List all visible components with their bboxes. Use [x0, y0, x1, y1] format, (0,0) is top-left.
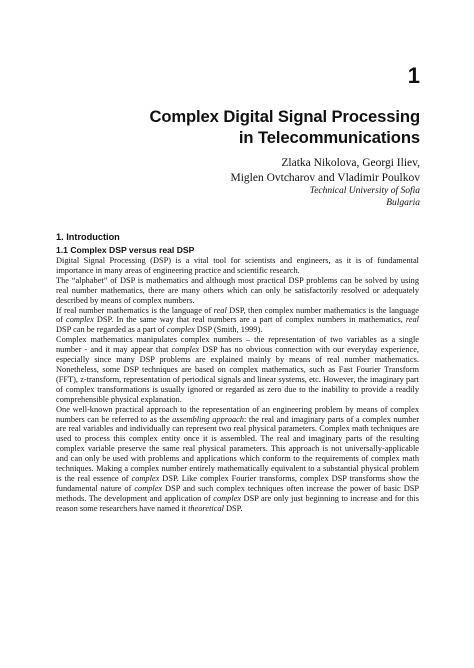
- body-paragraph: [56, 335, 419, 404]
- italic-text-run: theoretical: [188, 503, 224, 513]
- text-run: If real number mathematics is the language of: [56, 305, 214, 315]
- affiliation-country: Bulgaria: [386, 198, 420, 208]
- text-run: The “alphabet” of DSP is mathematics and although most practical DSP problems can be solved by using real number mathematics, there are many others which can only be satisfactorily resolved or adequately described by means of complex numbers.: [56, 275, 419, 305]
- italic-text-run: real: [213, 305, 227, 315]
- text-run: DSP. Like complex Fourier transforms, complex DSP transforms show the fundamental nature of: [56, 473, 420, 493]
- italic-text-run: complex: [131, 473, 160, 483]
- italic-text-run: complex: [171, 345, 200, 355]
- body-paragraph: [56, 306, 419, 336]
- chapter-title: [149, 106, 420, 148]
- text-run: One well-known practical approach to the representation of an engineering problem by means of complex numbers can be referred to as the: [56, 404, 419, 424]
- text-run: Digital Signal Processing (DSP) is a vital tool for scientists and engineers, as it is of fundamental importance in many areas of engineering practice and scientific research.: [56, 256, 419, 275]
- body-paragraph: [56, 276, 419, 306]
- author-list: [230, 156, 420, 186]
- text-run: DSP has no obvious connection with our everyday experience, especially since many DSP problems are explained mainly by means of real number mathematics. Nonetheless, some DSP techniques are based on complex mathematics, such as Fast Fourier Transform (FFT), z-transform, representation of periodical signals and linear systems, etc. However, the imaginary part of complex transformations is usually ignored or regarded as zero due to the inability to provide a readily comprehensible physical explanation.: [56, 345, 419, 404]
- chapter-title-line-2: in Telecommunications: [238, 128, 420, 147]
- text-run: DSP and such complex techniques often increase the power of basic DSP methods. The development and application of: [56, 483, 419, 503]
- affiliation-university: Technical University of Sofia: [309, 186, 420, 196]
- text-run: : the real and imaginary parts of a complex number are real variables and individually can represent two real physical parameters. Complex math techniques are used to process this complex entity once it is assembled. The real and imaginary parts of the resulting complex variable preserve the same real physical parameters. This approach is not universally-applicable and can only be used with problems and applications which conform to the requirements of complex math techniques. Making a complex number entirely mathematically equivalent to a substantial physical problem is the real essence of: [56, 414, 419, 483]
- italic-text-run: complex: [66, 315, 94, 325]
- italic-text-run: complex: [213, 493, 242, 503]
- text-run: Complex mathematics manipulates complex numbers – the representation of two variables as a single number - and it may appear that: [56, 335, 419, 355]
- chapter-number: 1: [407, 63, 420, 88]
- body-paragraph: [56, 256, 419, 276]
- text-run: DSP (Smith, 1999).: [194, 325, 263, 335]
- text-run: DSP. In the same way that real numbers are a part of complex numbers in mathematics,: [93, 315, 406, 325]
- body-text: [56, 256, 419, 514]
- italic-text-run: assembling approach: [172, 414, 244, 424]
- affiliation: [310, 185, 420, 209]
- text-run: DSP.: [223, 503, 243, 513]
- section-heading: 1. Introduction: [56, 232, 120, 242]
- text-run: DSP, then complex number mathematics is the language of: [56, 305, 419, 325]
- italic-text-run: complex: [134, 483, 163, 493]
- author-line-2: Miglen Ovtcharov and Vladimir Poulkov: [230, 172, 420, 184]
- chapter-title-line-1: Complex Digital Signal Processing: [149, 107, 420, 126]
- body-paragraph: [56, 405, 419, 514]
- text-run: DSP can be regarded as a part of: [56, 325, 167, 335]
- subsection-heading: 1.1 Complex DSP versus real DSP: [56, 245, 195, 255]
- italic-text-run: real: [405, 315, 419, 325]
- text-run: DSP are only just beginning to increase and for this reason some researchers have named it: [56, 493, 419, 513]
- italic-text-run: complex: [166, 325, 195, 335]
- author-line-1: Zlatka Nikolova, Georgi Iliev,: [281, 157, 420, 169]
